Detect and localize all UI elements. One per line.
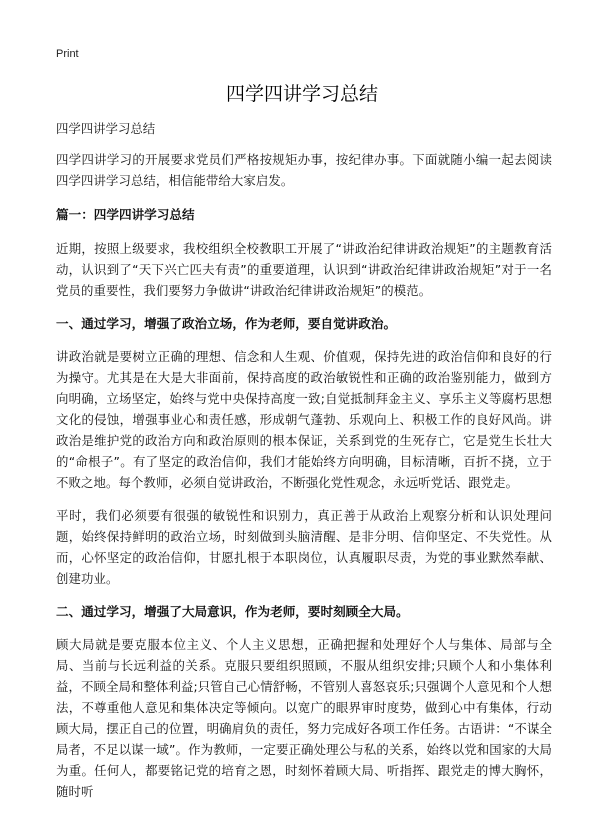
page-title: 四学四讲学习总结 <box>225 83 378 105</box>
article-body <box>56 118 552 814</box>
point1-paragraph-1: 讲政治就是要树立正确的理想、信念和人生观、价值观，保持先进的政治信仰和良好的行为操守。尤其是在大是大非面前，保持高度的政治敏锐性和正确的政治鉴别能力，做到方向明确，立场坚定，始终与党中央保持高度一致;自觉抵制拜金主义、享乐主义等腐朽思想文化的侵蚀，增强事业心和责任感，形成朝气蓬勃、乐观向上、积极工作的良好风尚。讲政治是维护党的政治方向和政治原则的根本保证，关系到党的生死存亡，它是党生长壮大的“命根子”。有了坚定的政治信仰，我们才能始终方向明确，目标清晰，百折不挠，立于不败之地。每个教师，必须自觉讲政治，不断强化党性观念，永远听党话、跟党走。 <box>56 349 552 490</box>
article-subtitle: 四学四讲学习总结 <box>56 121 156 136</box>
intro-paragraph: 四学四讲学习的开展要求党员们严格按规矩办事，按纪律办事。下面就随小编一起去阅读四学四讲学习总结，相信能带给大家启发。 <box>56 152 552 188</box>
section-paragraph: 近期，按照上级要求，我校组织全校教职工开展了“讲政治纪律讲政治规矩”的主题教育活动，认识到了“天下兴亡匹夫有责”的重要道理，认识到“讲政治纪律讲政治规矩”对于一名党员的重要性，我们要努力争做讲“讲政治纪律讲政治规矩”的模范。 <box>56 241 552 298</box>
print-link[interactable]: Print <box>56 48 79 60</box>
point1-paragraph-2: 平时，我们必须要有很强的敏锐性和识别力，真正善于从政治上观察分析和认识处理问题，始终保持鲜明的政治立场，时刻做到头脑清醒、是非分明、信仰坚定、不失党性。从而，心怀坚定的政治信仰，甘愿扎根于本职岗位，认真履职尽责，为党的事业默然奉献、创建功业。 <box>56 508 552 586</box>
point1-heading: 一、通过学习，增强了政治立场，作为老师，要自觉讲政治。 <box>56 316 397 331</box>
point2-heading: 二、通过学习，增强了大局意识，作为老师，要时刻顾全大局。 <box>56 604 409 619</box>
point2-paragraph-1: 顾大局就是要克服本位主义、个人主义思想，正确把握和处理好个人与集体、局部与全局、当前与长远利益的关系。克服只要组织照顾，不服从组织安排;只顾个人和小集体利益，不顾全局和整体利益;只管自己心情舒畅，不管别人喜怒哀乐;只强调个人意见和个人想法，不尊重他人意见和集体决定等倾向。以宽广的眼界审时度势，做到心中有集体，行动顾大局，摆正自己的位置，明确肩负的责任，努力完成好各项工作任务。古语讲：“不谋全局者，不足以谋一域”。作为教师，一定要正确处理公与私的关系，始终以党和国家的大局为重。任何人，都要铭记党的培育之恩，时刻怀着顾大局、听指挥、跟党走的博大胸怀，随时听 <box>56 637 552 799</box>
section-heading: 篇一：四学四讲学习总结 <box>56 207 195 222</box>
